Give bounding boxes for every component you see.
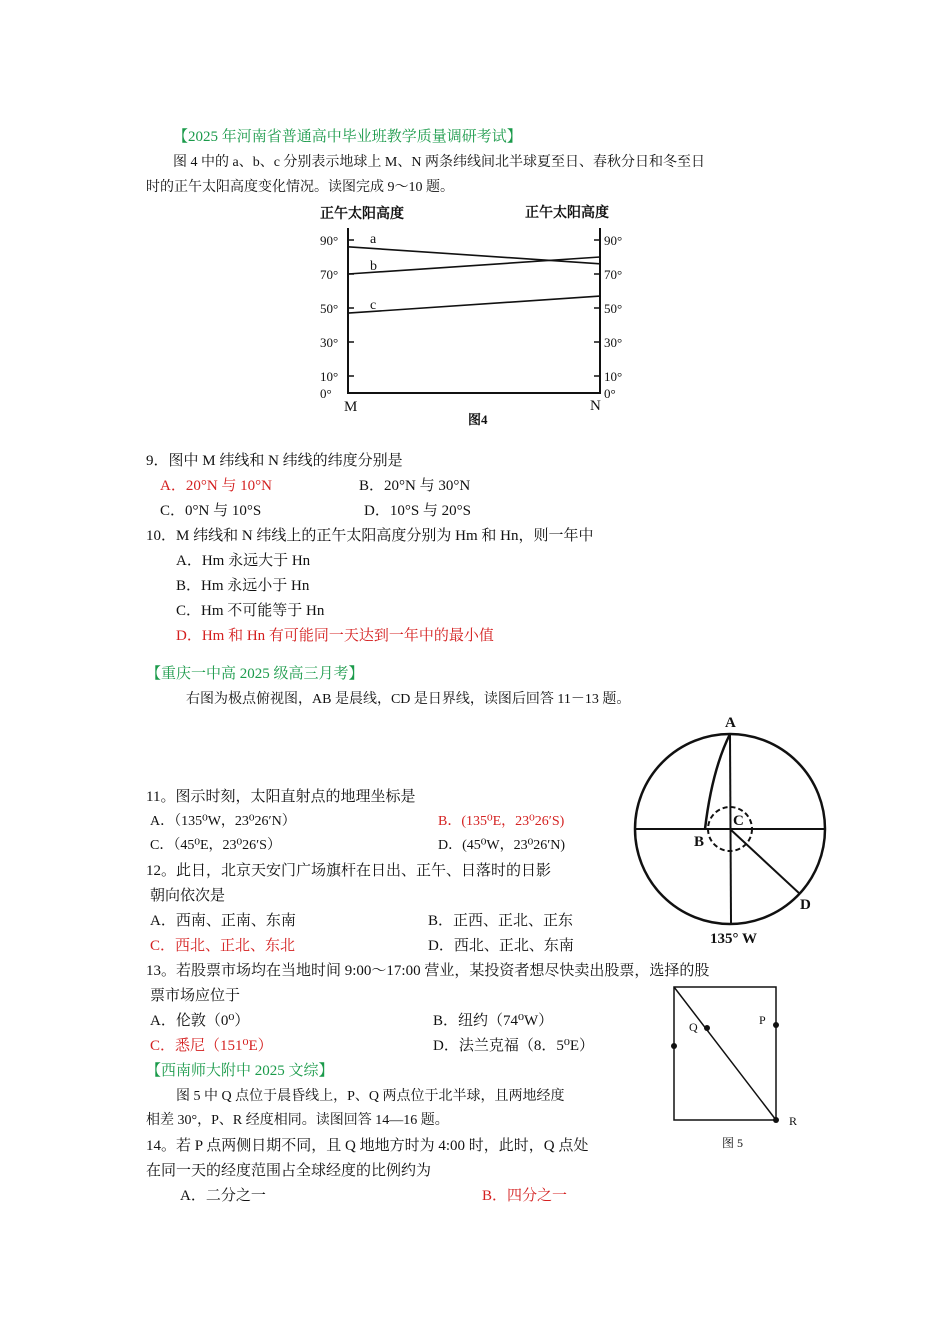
fig4-tick-right-0: 0° [604,386,616,401]
q12-stem-line2: 朝向依次是 [150,888,226,904]
terminator-ab [705,734,730,829]
fig5-label-q: Q [689,1020,698,1034]
q13-option-c: C．悉尼（151⁰E） [150,1038,273,1054]
q10-option-c: C．Hm 不可能等于 Hn [176,603,325,619]
q9-option-d: D．10°S 与 20°S [364,503,472,519]
q9-option-b: B．20°N 与 30°N [359,478,471,494]
fig4-line-label-c: c [370,298,377,314]
fig4-line-c [348,296,600,313]
label-b: B [694,834,705,850]
polar-diagram [630,710,830,950]
fig4-line-label-b: b [370,259,377,274]
fig5-point-r [773,1117,779,1123]
fig4-caption: 图4 [468,412,488,427]
section2-source: 【重庆一中高 2025 级高三月考】 [146,666,364,682]
label-135w: 135° W [710,931,757,947]
q14-option-b: B．四分之一 [482,1188,568,1204]
q10-option-a: A．Hm 永远大于 Hn [176,553,311,569]
section3-intro-line2: 相差 30°，P、R 经度相同。读图回答 14—16 题。 [146,1113,449,1128]
q11-option-b: B．(135⁰E，23⁰26′S) [438,814,565,829]
fig4-tick-left-30: 30° [320,335,339,350]
fig5-point-left-edge [671,1043,677,1049]
label-a: A [725,715,736,731]
fig5-point-q [704,1025,710,1031]
q10-option-d: D．Hm 和 Hn 有可能同一天达到一年中的最小值 [176,628,494,644]
q13-option-b: B．纽约（74⁰W） [433,1013,554,1029]
q13-option-a: A．伦敦（0⁰） [150,1013,250,1029]
fig5-caption: 图 5 [722,1136,744,1150]
q11-option-a: A．（135⁰W，23⁰26′N） [150,814,296,829]
fig4-label-m: M [344,399,358,415]
q9-stem: 9．图中 M 纬线和 N 纬线的纬度分别是 [146,453,403,469]
fig4-line-a [348,247,600,264]
fig4-line-label-a: a [370,231,377,247]
fig4-ylabel-right: 正午太阳高度 [525,206,609,221]
q12-option-d: D．西北、正北、东南 [428,938,574,954]
fig4-tick-left-50: 50° [320,301,339,316]
section1-intro-line2: 时的正午太阳高度变化情况。读图完成 9～10 题。 [146,180,454,195]
section1-source: 【2025 年河南省普通高中毕业班教学质量调研考试】 [173,129,522,145]
fig4-tick-right-50: 50° [604,301,623,316]
figure4-chart [312,198,642,430]
q14-stem-line1: 14。若 P 点两侧日期不同，且 Q 地地方时为 4:00 时，此时，Q 点处 [146,1138,589,1154]
q9-option-c: C．0°N 与 10°S [160,503,262,519]
q14-option-a: A．二分之一 [180,1188,266,1204]
dateline-cd [730,829,800,894]
fig4-tick-right-10: 10° [604,369,623,384]
fig4-tick-right-90: 90° [604,233,623,248]
fig4-tick-right-30: 30° [604,335,623,350]
q12-option-a: A．西南、正南、东南 [150,913,296,929]
label-c: C [733,813,744,829]
q13-stem-line2: 票市场应位于 [150,988,241,1004]
fig4-tick-left-0: 0° [320,386,332,401]
q11-option-d: D．(45⁰W，23⁰26′N) [438,838,566,853]
q10-option-b: B．Hm 永远小于 Hn [176,578,310,594]
fig5-label-r: R [789,1114,798,1128]
q10-stem: 10．M 纬线和 N 纬线上的正午太阳高度分别为 Hm 和 Hn，则一年中 [146,528,594,544]
fig4-tick-left-90: 90° [320,233,339,248]
q11-stem: 11。图示时刻，太阳直射点的地理坐标是 [146,789,416,805]
fig5-label-p: P [759,1013,766,1027]
fig4-ylabel-left: 正午太阳高度 [320,207,404,222]
q12-option-b: B．正西、正北、正东 [428,913,574,929]
section3-intro-line1: 图 5 中 Q 点位于晨昏线上，P、Q 两点位于北半球，且两地经度 [176,1089,565,1104]
q13-option-d: D．法兰克福（8．5⁰E） [433,1038,595,1054]
section2-intro: 右图为极点俯视图，AB 是晨线，CD 是日界线，读图后回答 11－13 题。 [186,692,631,707]
label-d: D [800,897,811,913]
fig4-tick-left-70: 70° [320,267,339,282]
fig5-point-p [773,1022,779,1028]
section1-intro-line1: 图 4 中的 a、b、c 分别表示地球上 M、N 两条纬线间北半球夏至日、春秋分日和冬至日 [173,155,705,170]
fig4-tick-right-70: 70° [604,267,623,282]
q11-option-c: C．（45⁰E，23⁰26′S） [150,838,281,853]
figure5-diagram [662,980,812,1156]
q12-stem-line1: 12。此日，北京天安门广场旗杆在日出、正午、日落时的日影 [146,863,552,879]
fig4-line-b [348,257,600,274]
q14-stem-line2: 在同一天的经度范围占全球经度的比例约为 [146,1163,432,1179]
q13-stem-line1: 13。若股票市场均在当地时间 9:00～17:00 营业，某投资者想尽快卖出股票，选择的股 [146,963,710,979]
q12-option-c: C．西北、正北、东北 [150,938,296,954]
q9-option-a: A．20°N 与 10°N [160,478,272,494]
fig4-label-n: N [590,398,601,414]
fig4-tick-left-10: 10° [320,369,339,384]
section3-source: 【西南师大附中 2025 文综】 [146,1063,334,1079]
fig5-terminator-line [674,987,776,1120]
